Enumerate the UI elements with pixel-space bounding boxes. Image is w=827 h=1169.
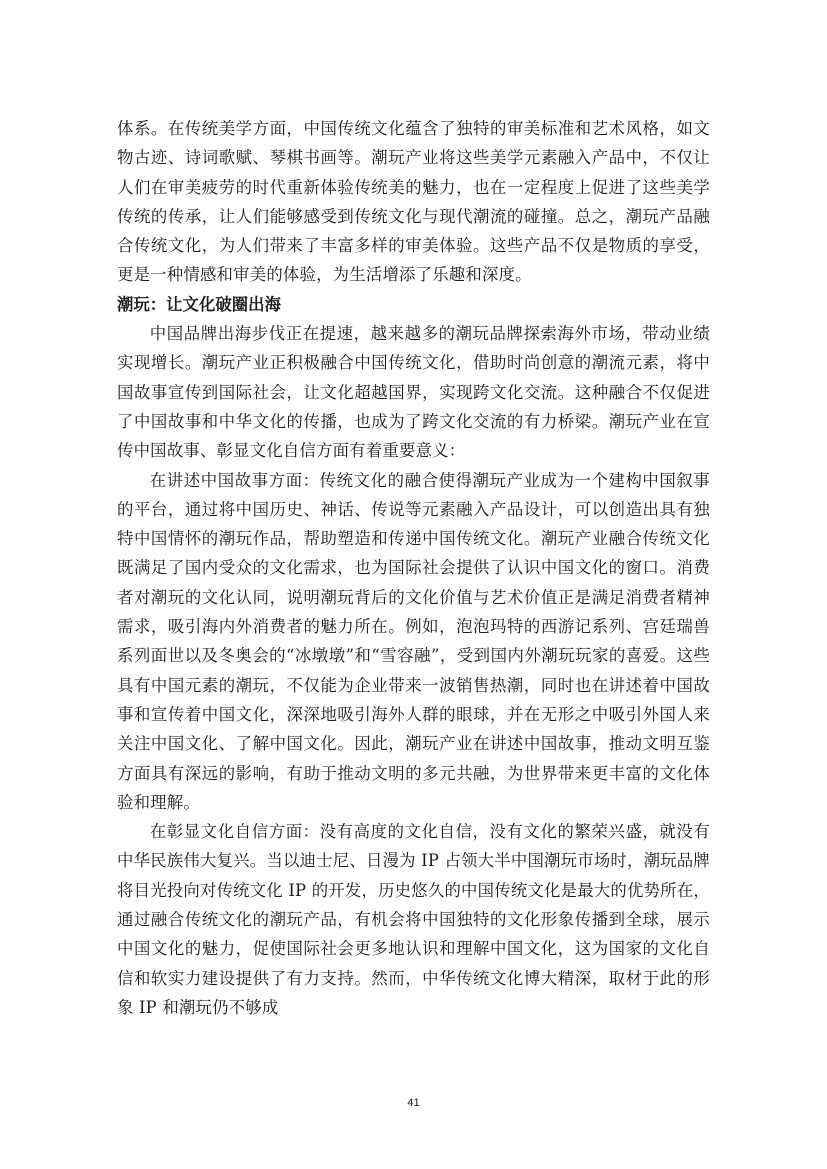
paragraph-telling-china-stories: 在讲述中国故事方面：传统文化的融合使得潮玩产业成为一个建构中国叙事的平台，通过将中国历史、神话、传说等元素融入产品设计，可以创造出具有独特中国情怀的潮玩作品，帮助塑造和传递中国传统文化。潮玩产业融合传统文化既满足了国内受众的文化需求，也为国际社会提供了认识中国文化的窗口。消费者对潮玩的文化认同，说明潮玩背后的文化价值与艺术价值正是满足消费者精神需求，吸引海内外消费者的魅力所在。例如，泡泡玛特的西游记系列、宫廷瑞兽系列面世以及冬奥会的“冰墩墩”和“雪容融”，受到国内外潮玩玩家的喜爱。这些具有中国元素的潮玩，不仅能为企业带来一波销售热潮，同时也在讲述着中国故事和宣传着中国文化，深深地吸引海外人群的眼球，并在无形之中吸引外国人来关注中国文化、了解中国文化。因此，潮玩产业在讲述中国故事，推动文明互鉴方面具有深远的影响，有助于推动文明的多元共融，为世界带来更丰富的文化体验和理解。: [117, 470, 710, 812]
paragraph-brands-going-overseas: 中国品牌出海步伐正在提速，越来越多的潮玩品牌探索海外市场，带动业绩实现增长。潮玩产业正积极融合中国传统文化，借助时尚创意的潮流元素，将中国故事宣传到国际社会，让文化超越国界，实现跨文化交流。这种融合不仅促进了中国故事和中华文化的传播，也成为了跨文化交流的有力桥梁。潮玩产业在宣传中国故事、彰显文化自信方面有着重要意义：: [117, 324, 710, 461]
section-heading: 潮玩：让文化破圈出海: [117, 294, 281, 314]
page-number: 41: [407, 1097, 420, 1109]
paragraph-traditional-aesthetics: 体系。在传统美学方面，中国传统文化蕴含了独特的审美标准和艺术风格，如文物古迹、诗词歌赋、琴棋书画等。潮玩产业将这些美学元素融入产品中，不仅让人们在审美疲劳的时代重新体验传统美的魅力，也在一定程度上促进了这些美学传统的传承，让人们能够感受到传统文化与现代潮流的碰撞。总之，潮玩产品融合传统文化，为人们带来了丰富多样的审美体验。这些产品不仅是物质的享受，更是一种情感和审美的体验，为生活增添了乐趣和深度。: [117, 119, 710, 285]
paragraph-cultural-confidence: 在彰显文化自信方面：没有高度的文化自信，没有文化的繁荣兴盛，就没有中华民族伟大复兴。当以迪士尼、日漫为 IP 占领大半中国潮玩市场时，潮玩品牌将目光投向对传统文化 IP 的开发，历史悠久的中国传统文化是最大的优势所在，通过融合传统文化的潮玩产品，有机会将中国独特的文化形象传播到全球，展示中国文化的魅力，促使国际社会更多地认识和理解中国文化，这为国家的文化自信和软实力建设提供了有力支持。然而，中华传统文化博大精深，取材于此的形象 IP 和潮玩仍不够成: [117, 822, 710, 1017]
document-body: [117, 114, 710, 1022]
